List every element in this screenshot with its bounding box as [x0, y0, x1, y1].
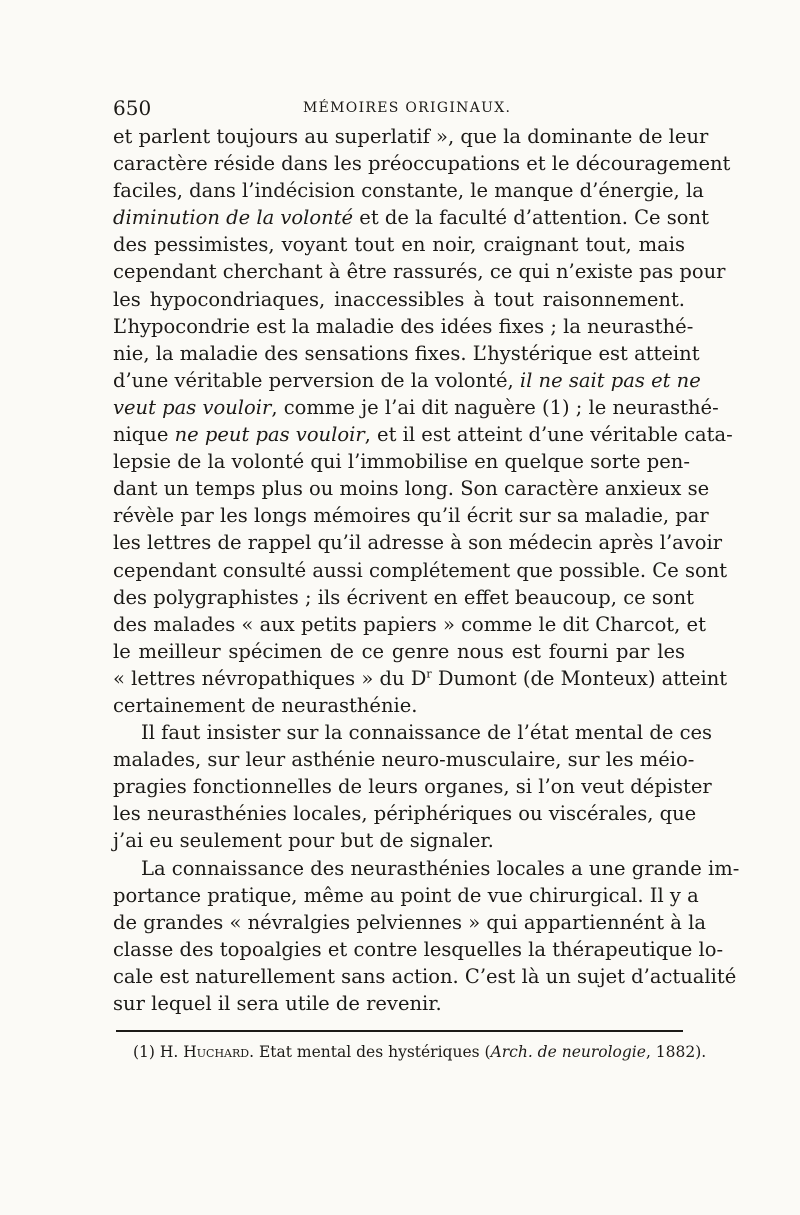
text-line [113, 204, 709, 231]
italic-phrase: il ne sait pas et ne [519, 368, 701, 392]
footnote-divider [116, 1030, 683, 1032]
superscript: r [426, 667, 432, 681]
footnote-year: , 1882). [645, 1043, 707, 1061]
text-line: et parlent toujours au superlatif », que la dominante de leur [113, 125, 709, 148]
body-text [113, 123, 740, 1017]
text-line: malades, sur leur asthénie neuro-musculaire, sur les méio- [113, 748, 695, 772]
text-line [113, 665, 728, 692]
text-line: des pessimistes, voyant tout en noir, craignant tout, mais [113, 233, 685, 257]
footnote-marker: (1) [133, 1043, 160, 1061]
text-segment: nique [113, 423, 175, 447]
text-line: cependant consulté aussi complétement que possible. Ce sont [113, 558, 728, 582]
text-line: les lettres de rappel qu’il adresse à son médecin après l’avoir [113, 531, 723, 555]
text-line: L’hypocondrie est la maladie des idées fixes ; la neurasthé- [113, 314, 694, 338]
footnote [133, 1043, 706, 1061]
text-line: cale est naturellement sans action. C’est là un sujet d’actualité [113, 964, 737, 988]
running-title: MÉMOIRES ORIGINAUX. [303, 100, 512, 116]
footnote-journal: Arch. de neurologie [490, 1043, 646, 1061]
text-line: les hypocondriaques, inaccessibles à tout raisonnement. [113, 287, 685, 311]
page-header [113, 94, 683, 124]
text-line: cependant cherchant à être rassurés, ce qui n’existe pas pour [113, 260, 726, 284]
text-line: certainement de neurasthénie. [113, 693, 418, 717]
text-line: nie, la maladie des sensations fixes. L’hystérique est atteint [113, 341, 700, 365]
text-segment: , comme je l’ai dit naguère (1) ; le neurasthé- [271, 395, 719, 419]
text-line [113, 421, 733, 448]
italic-phrase: diminution de la volonté [113, 206, 354, 230]
text-line: dant un temps plus ou moins long. Son caractère anxieux se [113, 477, 710, 501]
text-line: j’ai eu seulement pour but de signaler. [113, 829, 494, 853]
text-line: Il faut insister sur la connaissance de l’état mental de ces [141, 721, 713, 745]
text-line: faciles, dans l’indécision constante, le manque d’énergie, la [113, 179, 704, 203]
text-line [113, 394, 719, 421]
italic-phrase: ne peut pas vouloir [174, 423, 365, 447]
text-line: classe des topoalgies et contre lesquelles la thérapeutique lo- [113, 937, 724, 961]
text-line: La connaissance des neurasthénies locales a une grande im- [141, 856, 740, 880]
text-line: lepsie de la volonté qui l’immobilise en quelque sorte pen- [113, 450, 690, 474]
text-line: de grandes « névralgies pelviennes » qui appartiennént à la [113, 910, 706, 934]
page-number: 650 [113, 96, 152, 120]
italic-phrase: veut pas vouloir [113, 395, 272, 419]
text-segment: et de la faculté d’attention. Ce sont [353, 206, 709, 230]
text-line: caractère réside dans les préoccupations et le découragement [113, 152, 731, 176]
text-line: pragies fonctionnelles de leurs organes, si l’on veut dépister [113, 775, 712, 799]
text-line [113, 367, 701, 394]
text-line: portance pratique, même au point de vue chirurgical. Il y a [113, 883, 699, 907]
text-line: les neurasthénies locales, périphériques ou viscérales, que [113, 802, 697, 826]
footnote-text: Etat mental des hystériques ( [254, 1043, 491, 1061]
text-line: des malades « aux petits papiers » comme le dit Charcot, et [113, 612, 706, 636]
text-line: révèle par les longs mémoires qu’il écrit sur sa maladie, par [113, 504, 709, 528]
text-segment: Dumont (de Monteux) atteint [431, 666, 728, 690]
text-line: sur lequel il sera utile de revenir. [113, 992, 442, 1015]
text-segment: « lettres névropathiques » du D [113, 666, 427, 690]
text-line: le meilleur spécimen de ce genre nous est fourni par les [113, 639, 685, 663]
text-line: des polygraphistes ; ils écrivent en effet beaucoup, ce sont [113, 585, 694, 609]
text-segment: , et il est atteint d’une véritable cata- [364, 423, 733, 447]
footnote-author: H. Huchard. [159, 1043, 255, 1061]
text-segment: d’une véritable perversion de la volonté, [113, 368, 520, 392]
